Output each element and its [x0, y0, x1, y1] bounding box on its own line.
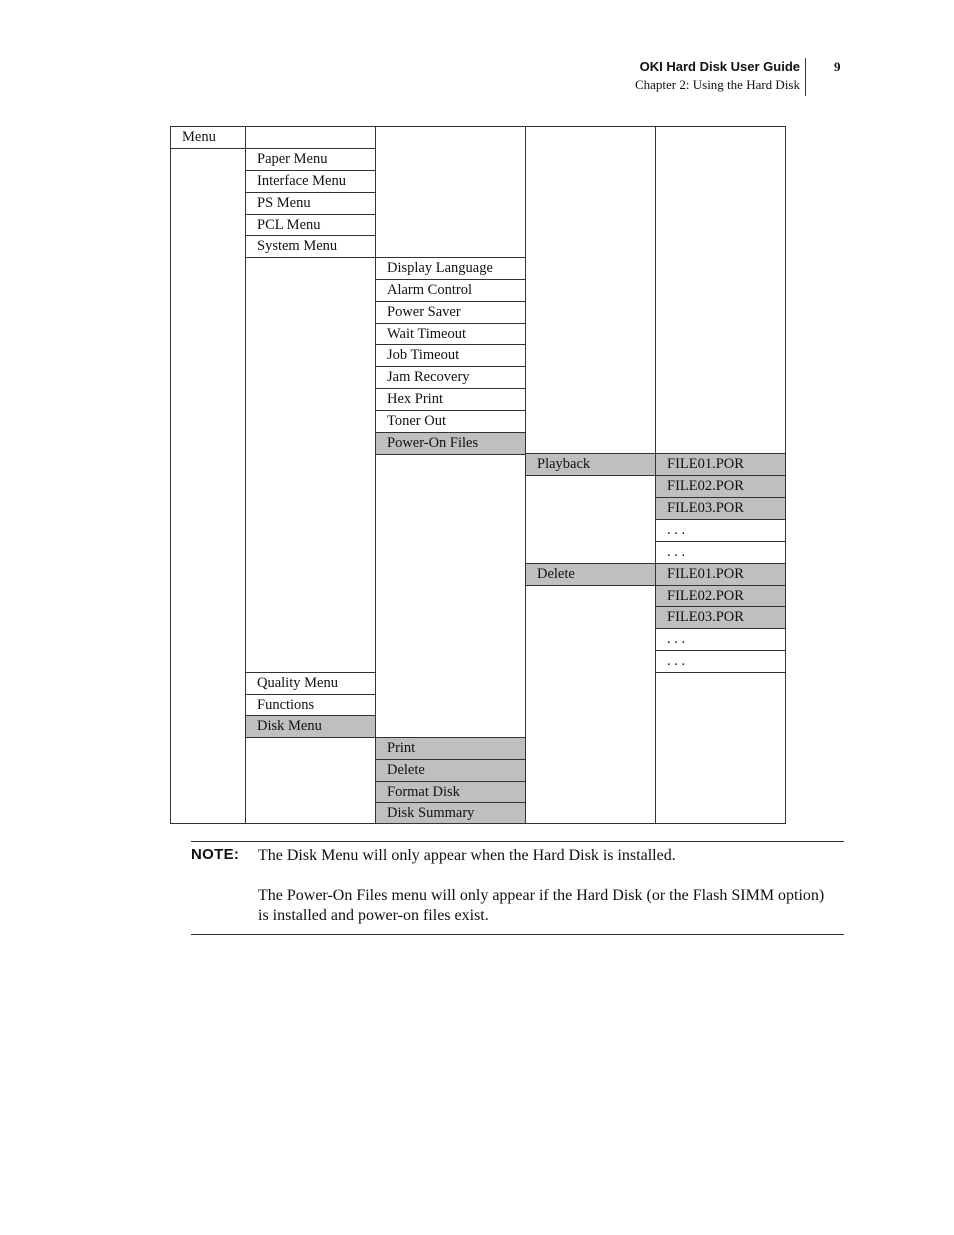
menu-interface: Interface Menu — [245, 170, 376, 193]
note-bottom-rule — [191, 934, 844, 935]
delete-file-2: FILE02.POR — [655, 585, 786, 608]
delete-file-1: FILE01.POR — [655, 563, 786, 586]
note-label: NOTE: — [191, 846, 240, 863]
delete-ellipsis-1: . . . — [655, 628, 786, 651]
system-alarm-control: Alarm Control — [375, 279, 526, 302]
column-3-outline — [375, 126, 526, 824]
running-header — [635, 58, 800, 94]
menu-tree-table — [170, 126, 786, 824]
page-number: 9 — [834, 59, 841, 74]
note-line-1: The Disk Menu will only appear when the Hard Disk is installed. — [258, 847, 676, 864]
chapter-title: Chapter 2: Using the Hard Disk — [634, 77, 800, 92]
playback-ellipsis-2: . . . — [655, 541, 786, 564]
note-line-2: The Power-On Files menu will only appear if the Hard Disk (or the Flash SIMM option) is installed and power-on files exist. — [258, 887, 825, 924]
system-toner-out: Toner Out — [375, 410, 526, 433]
guide-title: OKI Hard Disk User Guide — [639, 59, 800, 74]
system-power-saver: Power Saver — [375, 301, 526, 324]
power-on-delete: Delete — [525, 563, 656, 586]
menu-disk: Disk Menu — [245, 715, 376, 738]
note-top-rule — [191, 841, 844, 842]
system-wait-timeout: Wait Timeout — [375, 323, 526, 346]
disk-print: Print — [375, 737, 526, 760]
playback-file-3: FILE03.POR — [655, 497, 786, 520]
menu-paper: Paper Menu — [245, 148, 376, 171]
delete-ellipsis-2: . . . — [655, 650, 786, 673]
menu-ps: PS Menu — [245, 192, 376, 215]
system-display-language: Display Language — [375, 257, 526, 280]
disk-delete: Delete — [375, 759, 526, 782]
system-jam-recovery: Jam Recovery — [375, 366, 526, 389]
menu-pcl: PCL Menu — [245, 214, 376, 237]
disk-format: Format Disk — [375, 781, 526, 804]
column-1-outline — [170, 126, 246, 824]
power-on-playback: Playback — [525, 453, 656, 476]
menu-functions: Functions — [245, 694, 376, 717]
header-divider — [805, 58, 806, 96]
system-job-timeout: Job Timeout — [375, 344, 526, 367]
system-power-on-files: Power-On Files — [375, 432, 526, 455]
menu-quality: Quality Menu — [245, 672, 376, 695]
disk-summary: Disk Summary — [375, 802, 526, 824]
system-hex-print: Hex Print — [375, 388, 526, 411]
playback-file-1: FILE01.POR — [655, 453, 786, 476]
playback-ellipsis-1: . . . — [655, 519, 786, 542]
delete-file-3: FILE03.POR — [655, 606, 786, 629]
menu-root: Menu — [170, 126, 246, 149]
menu-system: System Menu — [245, 235, 376, 258]
playback-file-2: FILE02.POR — [655, 475, 786, 498]
